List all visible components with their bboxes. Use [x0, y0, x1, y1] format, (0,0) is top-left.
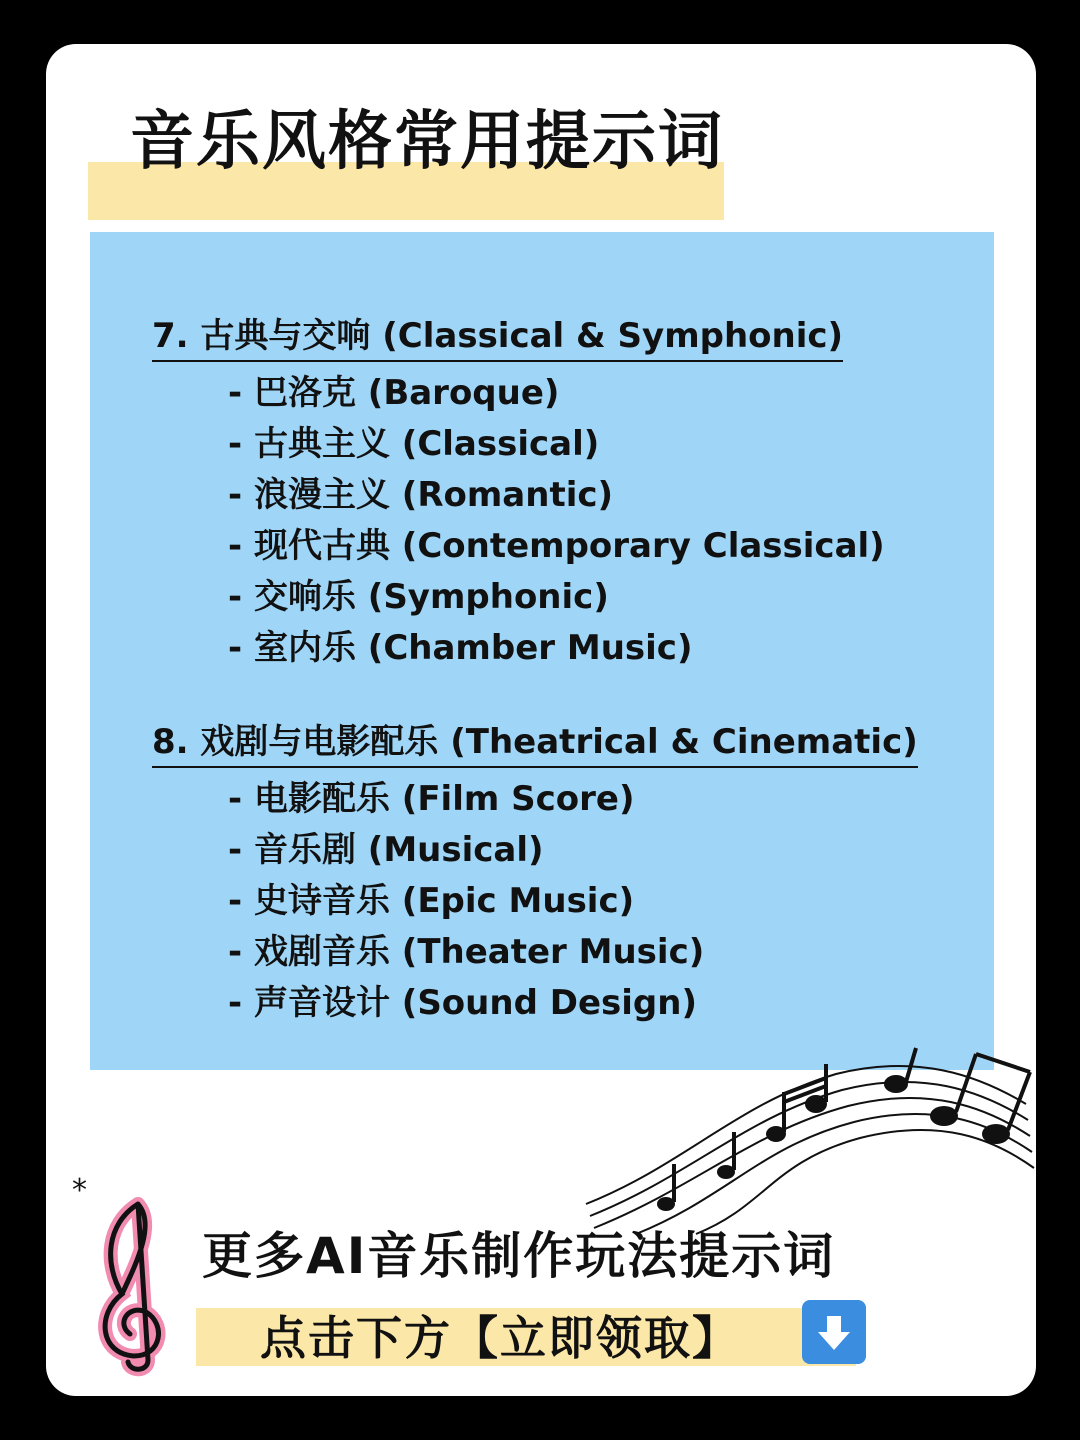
content-card [46, 44, 1036, 1396]
list-item: - 声音设计 (Sound Design) [228, 983, 698, 1023]
music-notes-icon [576, 1044, 1036, 1234]
down-arrow-icon [812, 1310, 856, 1354]
list-item: - 室内乐 (Chamber Music) [228, 628, 693, 668]
title-block [88, 90, 728, 180]
cta-headline: 更多AI音乐制作玩法提示词 [202, 1227, 836, 1285]
item-list [228, 774, 918, 1029]
list-item: - 史诗音乐 (Epic Music) [228, 881, 635, 921]
svg-text:*: * [72, 1173, 87, 1208]
section-heading: 8. 戏剧与电影配乐 (Theatrical & Cinematic) [152, 720, 918, 768]
page-title: 音乐风格常用提示词 [130, 105, 724, 179]
down-arrow-button[interactable] [802, 1300, 866, 1364]
list-item: - 戏剧音乐 (Theater Music) [228, 932, 705, 972]
section-heading: 7. 古典与交响 (Classical & Symphonic) [152, 314, 843, 362]
list-item: - 电影配乐 (Film Score) [228, 779, 635, 819]
list-item: - 音乐剧 (Musical) [228, 830, 544, 870]
list-item: - 浪漫主义 (Romantic) [228, 475, 614, 515]
list-item: - 古典主义 (Classical) [228, 424, 600, 464]
item-list [228, 368, 885, 674]
cta-subline[interactable]: 点击下方【立即领取】 [260, 1311, 740, 1365]
list-item: - 现代古典 (Contemporary Classical) [228, 526, 885, 566]
section-cinematic [152, 720, 918, 1029]
list-item: - 交响乐 (Symphonic) [228, 577, 609, 617]
prompt-panel [90, 232, 994, 1070]
list-item: - 巴洛克 (Baroque) [228, 373, 560, 413]
section-classical [152, 314, 885, 674]
treble-clef-icon [72, 1173, 186, 1374]
